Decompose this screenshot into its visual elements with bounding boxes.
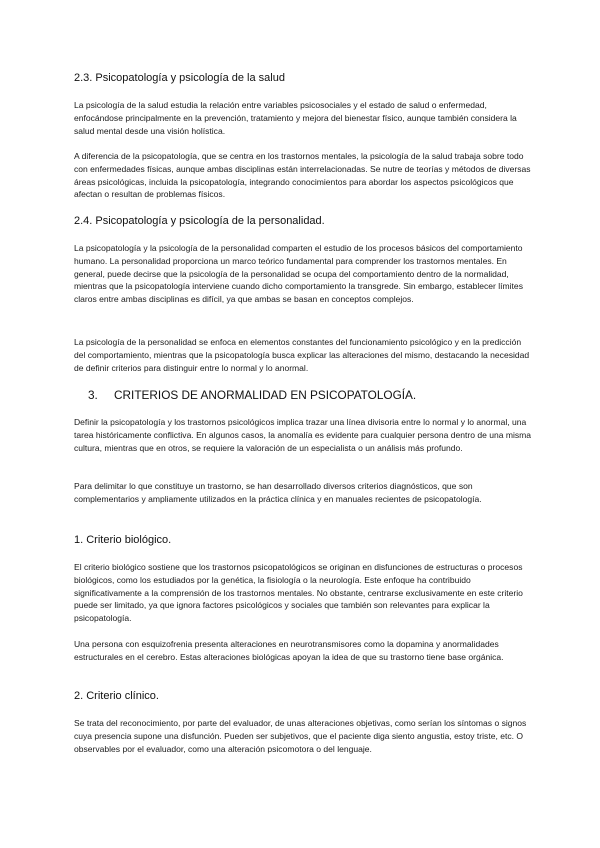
section-2-3-heading: 2.3. Psicopatología y psicología de la salud (74, 72, 285, 84)
section-3-number: 3. (88, 388, 98, 402)
section-3-heading (88, 388, 416, 403)
section-2-4-paragraph-2: La psicología de la personalidad se enfoca en elementos constantes del funcionamiento psicológico y en la predicción del comportamiento, mientras que la psicopatología busca explicar las alteraciones del mismo, destacando la necesidad de definir criterios para distinguir entre lo normal y lo anormal. (74, 337, 530, 373)
section-2-4-heading: 2.4. Psicopatología y psicología de la personalidad. (74, 215, 325, 227)
section-2-3-paragraph-2: A diferencia de la psicopatología, que se centra en los trastornos mentales, la psicología de la salud trabaja sobre todo con enfermedades físicas, aunque ambas disciplinas están interrelacionadas. Se nutre de teorías y métodos de diversas áreas psicológicas, incluida la psicopatología, integrando conocimientos para abordar los aspectos psicológicos que afectan o resultan de problemas físicos. (74, 151, 531, 200)
section-2-4-paragraph-1: La psicopatología y la psicología de la personalidad comparten el estudio de los procesos básicos del comportamiento humano. La personalidad proporciona un marco teórico fundamental para comprender los trastornos mentales. En general, puede decirse que la psicología de la personalidad se ocupa del comportamiento dentro de la normalidad, mientras que la psicopatología interviene cuando dicho comportamiento la transgrede. Sin embargo, establecer límites claros entre ambas disciplinas es difícil, ya que ambas se basan en conceptos complejos. (74, 243, 523, 305)
section-3-paragraph-2: Para delimitar lo que constituye un trastorno, se han desarrollado diversos criterios diagnósticos, que son complementarios y ampliamente utilizados en la práctica clínica y en manuales recientes de psicopatología. (74, 481, 482, 504)
criterio-biologico-heading: 1. Criterio biológico. (74, 534, 172, 546)
section-2-3-paragraph-1: La psicología de la salud estudia la relación entre variables psicosociales y el estado de salud o enfermedad, enfocándose principalmente en la prevención, tratamiento y mejora del bienestar físico, aunque también considera la salud mental desde una visión holística. (74, 100, 517, 136)
criterio-biologico-paragraph-2: Una persona con esquizofrenia presenta alteraciones en neurotransmisores como la dopamina y anormalidades estructurales en el cerebro. Estas alteraciones biológicas apoyan la idea de que su trastorno tiene base orgánica. (74, 639, 504, 662)
section-3-paragraph-1: Definir la psicopatología y los trastornos psicológicos implica trazar una línea divisoria entre lo normal y lo anormal, una tarea históricamente conflictiva. En algunos casos, la anomalía es evidente para cualquier persona dentro de una misma cultura, mientras que en otros, se requiere la valoración de un especialista o un análisis más profundo. (74, 417, 532, 453)
criterio-clinico-paragraph-1: Se trata del reconocimiento, por parte del evaluador, de unas alteraciones objetivas, como serían los síntomas o signos cuya presencia supone una disfunción. Pueden ser subjetivos, que el paciente diga siento angustia, estoy triste, etc. O observables por el evaluador, como una alteración psicomotora o del lenguaje. (74, 718, 527, 754)
criterio-biologico-paragraph-1: El criterio biológico sostiene que los trastornos psicopatológicos se originan en disfunciones de estructuras o procesos biológicos, como los estudiados por la genética, la fisiología o la neurología. Este enfoque ha contribuido significativamente a la comprensión de los trastornos mentales. No obstante, centrarse exclusivamente en este criterio puede ser limitado, ya que ignora factores psicológicos y sociales que también son relevantes para explicar la psicopatología. (74, 562, 523, 624)
criterio-clinico-heading: 2. Criterio clínico. (74, 690, 159, 702)
section-3-title: CRITERIOS DE ANORMALIDAD EN PSICOPATOLOGÍA. (114, 388, 417, 402)
